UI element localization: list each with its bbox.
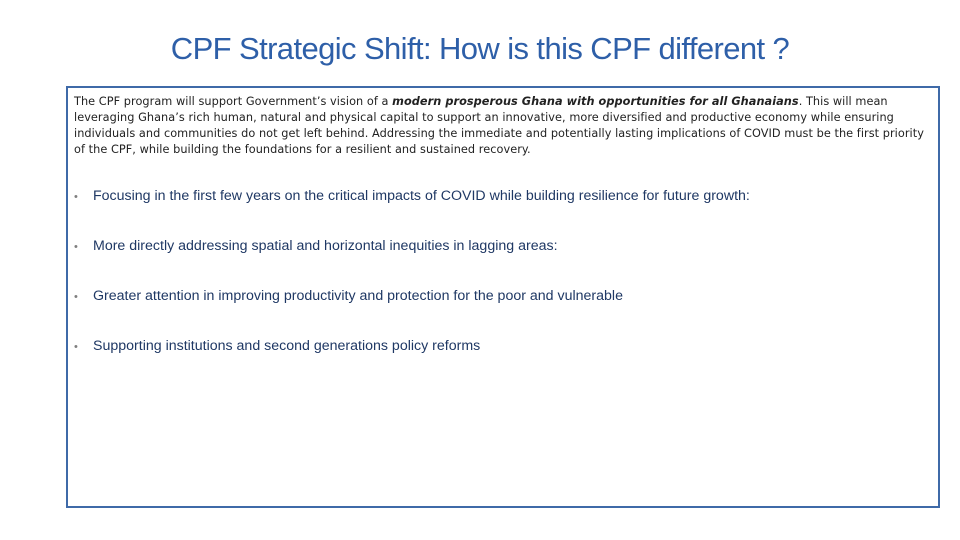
intro-paragraph — [74, 94, 930, 158]
bullet-marker: • — [74, 191, 78, 203]
bullet-text: Greater attention in improving productivity and protection for the poor and vulnerable — [93, 288, 623, 304]
bullet-text: More directly addressing spatial and horizontal inequities in lagging areas: — [93, 238, 558, 254]
bullet-list — [74, 188, 930, 388]
bullet-item — [74, 238, 930, 288]
bullet-marker: • — [74, 241, 78, 253]
intro-emphasis: modern prosperous Ghana with opportunities for all Ghanaians — [392, 95, 799, 108]
bullet-text: Supporting institutions and second generations policy reforms — [93, 338, 481, 354]
content-box — [66, 86, 940, 508]
bullet-marker: • — [74, 341, 78, 353]
slide-title: CPF Strategic Shift: How is this CPF different ? — [170, 31, 790, 66]
bullet-item — [74, 288, 930, 338]
intro-text-end: . This will mean leveraging Ghana’s rich human, natural and physical capital to support an innovative, more diversified and productive economy while ensuring individuals and communities do not get left behind. Addressing the immediate and potentially lasting implications of COVID must be the first priority of the CPF, while building the foundations for a resilient and sustained recovery. — [74, 95, 924, 156]
bullet-item — [74, 338, 930, 388]
intro-text-start: The CPF program will support Government’s vision of a — [74, 95, 393, 108]
bullet-marker: • — [74, 291, 78, 303]
bullet-text: Focusing in the first few years on the critical impacts of COVID while building resilience for future growth: — [93, 188, 750, 204]
bullet-item — [74, 188, 930, 238]
